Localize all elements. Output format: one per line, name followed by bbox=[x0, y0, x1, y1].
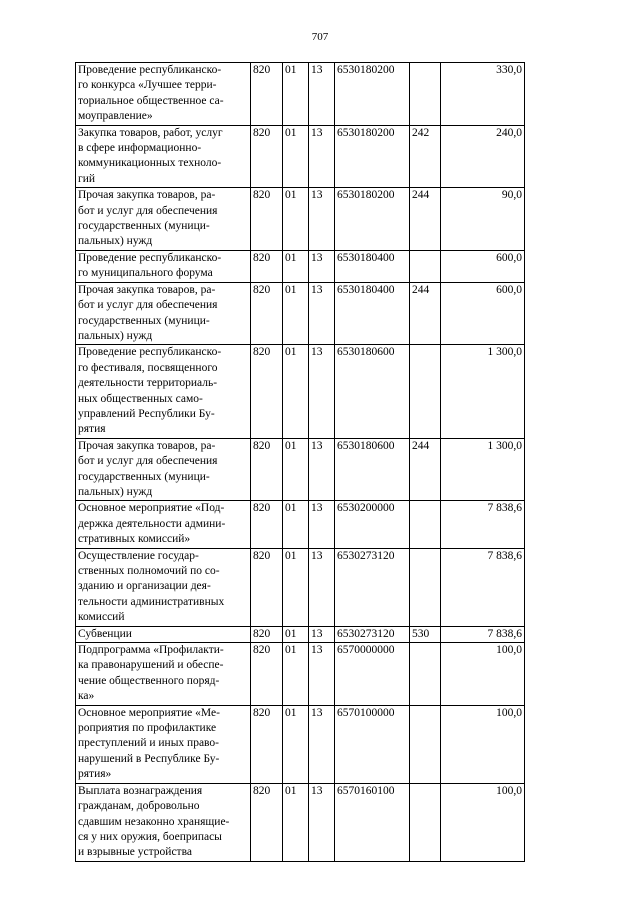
row-target-article-cell: 6530273120 bbox=[335, 626, 410, 642]
page-number: 707 bbox=[311, 31, 329, 43]
row-expense-type-cell bbox=[410, 501, 441, 548]
row-sum-cell: 600,0 bbox=[441, 250, 525, 282]
table-row bbox=[76, 250, 525, 282]
row-name-cell: Проведение республиканско- го фестиваля, посвященного деятельности территориаль- ных общественных само- управлений Республики Бу- рятия bbox=[76, 345, 251, 438]
row-sum-cell: 7 838,6 bbox=[441, 501, 525, 548]
table-row bbox=[76, 345, 525, 438]
row-target-article-cell: 6530180600 bbox=[335, 438, 410, 501]
row-expense-type-cell bbox=[410, 705, 441, 783]
row-subsection-cell: 13 bbox=[309, 548, 335, 626]
row-ved-cell: 820 bbox=[251, 63, 283, 126]
row-subsection-cell: 13 bbox=[309, 438, 335, 501]
row-expense-type-cell bbox=[410, 250, 441, 282]
row-ved-cell: 820 bbox=[251, 188, 283, 251]
row-expense-type-cell bbox=[410, 548, 441, 626]
row-expense-type-cell bbox=[410, 345, 441, 438]
table-row bbox=[76, 783, 525, 861]
row-section-cell: 01 bbox=[283, 705, 309, 783]
row-target-article-cell: 6530180200 bbox=[335, 125, 410, 188]
row-section-cell: 01 bbox=[283, 188, 309, 251]
row-name-cell: Прочая закупка товаров, ра- бот и услуг для обеспечения государственных (муници- пальных) нужд bbox=[76, 438, 251, 501]
row-name-cell: Закупка товаров, работ, услуг в сфере информационно- коммуникационных техноло- гий bbox=[76, 125, 251, 188]
row-section-cell: 01 bbox=[283, 626, 309, 642]
row-target-article-cell: 6530180200 bbox=[335, 188, 410, 251]
table-row bbox=[76, 705, 525, 783]
row-section-cell: 01 bbox=[283, 345, 309, 438]
row-sum-cell: 100,0 bbox=[441, 643, 525, 706]
table-row bbox=[76, 548, 525, 626]
row-section-cell: 01 bbox=[283, 125, 309, 188]
row-sum-cell: 90,0 bbox=[441, 188, 525, 251]
row-ved-cell: 820 bbox=[251, 501, 283, 548]
row-subsection-cell: 13 bbox=[309, 705, 335, 783]
table-row bbox=[76, 125, 525, 188]
row-expense-type-cell: 244 bbox=[410, 438, 441, 501]
row-target-article-cell: 6570100000 bbox=[335, 705, 410, 783]
row-target-article-cell: 6530180600 bbox=[335, 345, 410, 438]
row-subsection-cell: 13 bbox=[309, 125, 335, 188]
row-sum-cell: 240,0 bbox=[441, 125, 525, 188]
row-subsection-cell: 13 bbox=[309, 643, 335, 706]
row-name-cell: Прочая закупка товаров, ра- бот и услуг для обеспечения государственных (муници- пальных) нужд bbox=[76, 188, 251, 251]
row-name-cell: Субвенции bbox=[76, 626, 251, 642]
row-section-cell: 01 bbox=[283, 548, 309, 626]
row-ved-cell: 820 bbox=[251, 345, 283, 438]
row-section-cell: 01 bbox=[283, 63, 309, 126]
budget-table-body bbox=[76, 63, 525, 862]
row-sum-cell: 100,0 bbox=[441, 783, 525, 861]
row-expense-type-cell bbox=[410, 63, 441, 126]
row-name-cell: Основное мероприятие «Ме- роприятия по профилактике преступлений и иных право- нарушений в Республике Бу- рятия» bbox=[76, 705, 251, 783]
row-ved-cell: 820 bbox=[251, 438, 283, 501]
row-expense-type-cell: 242 bbox=[410, 125, 441, 188]
row-ved-cell: 820 bbox=[251, 548, 283, 626]
row-name-cell: Проведение республиканско- го конкурса «Лучшее терри- ториальное общественное са- моуправление» bbox=[76, 63, 251, 126]
row-target-article-cell: 6530180400 bbox=[335, 282, 410, 345]
row-name-cell: Основное мероприятие «Под- держка деятельности админи- стративных комиссий» bbox=[76, 501, 251, 548]
table-row bbox=[76, 643, 525, 706]
row-section-cell: 01 bbox=[283, 643, 309, 706]
row-expense-type-cell: 244 bbox=[410, 188, 441, 251]
row-sum-cell: 1 300,0 bbox=[441, 345, 525, 438]
row-ved-cell: 820 bbox=[251, 282, 283, 345]
row-name-cell: Выплата вознаграждения гражданам, добровольно сдавшим незаконно хранящие- ся у них оружия, боеприпасы и взрывные устройства bbox=[76, 783, 251, 861]
row-target-article-cell: 6530200000 bbox=[335, 501, 410, 548]
row-ved-cell: 820 bbox=[251, 643, 283, 706]
row-sum-cell: 330,0 bbox=[441, 63, 525, 126]
row-target-article-cell: 6530180200 bbox=[335, 63, 410, 126]
row-subsection-cell: 13 bbox=[309, 188, 335, 251]
row-target-article-cell: 6570160100 bbox=[335, 783, 410, 861]
row-section-cell: 01 bbox=[283, 783, 309, 861]
budget-table bbox=[75, 62, 525, 862]
row-target-article-cell: 6530180400 bbox=[335, 250, 410, 282]
row-target-article-cell: 6530273120 bbox=[335, 548, 410, 626]
row-expense-type-cell: 244 bbox=[410, 282, 441, 345]
row-sum-cell: 100,0 bbox=[441, 705, 525, 783]
table-row bbox=[76, 438, 525, 501]
row-sum-cell: 600,0 bbox=[441, 282, 525, 345]
row-ved-cell: 820 bbox=[251, 783, 283, 861]
row-name-cell: Прочая закупка товаров, ра- бот и услуг для обеспечения государственных (муници- пальных) нужд bbox=[76, 282, 251, 345]
row-name-cell: Проведение республиканско- го муниципального форума bbox=[76, 250, 251, 282]
table-row bbox=[76, 501, 525, 548]
row-subsection-cell: 13 bbox=[309, 501, 335, 548]
row-section-cell: 01 bbox=[283, 501, 309, 548]
table-row bbox=[76, 188, 525, 251]
row-name-cell: Подпрограмма «Профилакти- ка правонарушений и обеспе- чение общественного поряд- ка» bbox=[76, 643, 251, 706]
row-subsection-cell: 13 bbox=[309, 282, 335, 345]
row-subsection-cell: 13 bbox=[309, 626, 335, 642]
row-sum-cell: 7 838,6 bbox=[441, 548, 525, 626]
row-sum-cell: 7 838,6 bbox=[441, 626, 525, 642]
row-sum-cell: 1 300,0 bbox=[441, 438, 525, 501]
row-subsection-cell: 13 bbox=[309, 63, 335, 126]
table-row bbox=[76, 63, 525, 126]
row-subsection-cell: 13 bbox=[309, 783, 335, 861]
row-expense-type-cell bbox=[410, 783, 441, 861]
row-ved-cell: 820 bbox=[251, 250, 283, 282]
row-subsection-cell: 13 bbox=[309, 345, 335, 438]
row-section-cell: 01 bbox=[283, 438, 309, 501]
row-target-article-cell: 6570000000 bbox=[335, 643, 410, 706]
table-row bbox=[76, 626, 525, 642]
row-section-cell: 01 bbox=[283, 250, 309, 282]
row-ved-cell: 820 bbox=[251, 705, 283, 783]
row-expense-type-cell: 530 bbox=[410, 626, 441, 642]
row-section-cell: 01 bbox=[283, 282, 309, 345]
table-row bbox=[76, 282, 525, 345]
row-expense-type-cell bbox=[410, 643, 441, 706]
row-subsection-cell: 13 bbox=[309, 250, 335, 282]
row-name-cell: Осуществление государ- ственных полномочий по со- зданию и организации дея- тельности административных комиссий bbox=[76, 548, 251, 626]
row-ved-cell: 820 bbox=[251, 626, 283, 642]
row-ved-cell: 820 bbox=[251, 125, 283, 188]
